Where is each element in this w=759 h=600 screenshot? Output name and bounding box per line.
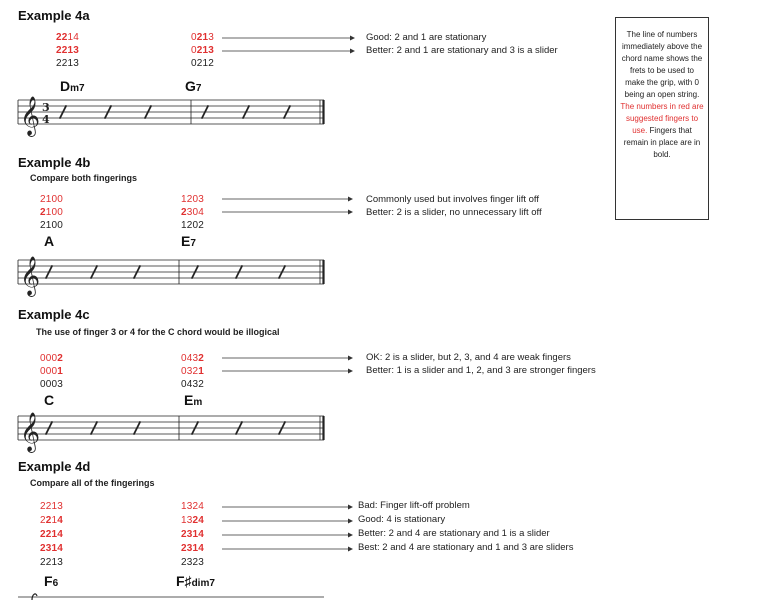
side-note-text-2: Fingers that remain in place are in bold. [623,126,701,159]
description-line: Good: 4 is stationary [358,514,446,525]
treble-clef-icon: 𝄞 [20,412,41,452]
description-line: Best: 2 and 4 are stationary and 1 and 3 are sliders [358,542,574,553]
example-title: Example 4c [18,307,90,322]
example-subtitle: Compare all of the fingerings [30,478,155,488]
fingering-line: 2213 [56,58,80,69]
staff-4c [18,412,330,452]
treble-clef-icon: 𝄞 [20,96,41,136]
staff-4d [18,592,330,600]
fingering-column-1 [40,352,63,391]
example-title: Example 4b [18,155,91,170]
side-note-text-red: The numbers in red are suggested fingers to use. [620,102,704,135]
fingering-line: 2214 [56,32,80,43]
fingering-column-1 [40,193,63,232]
fingering-column-2 [181,352,204,391]
fingering-line: 0432 [181,379,205,390]
fingering-column-2 [191,31,214,70]
fingering-line: 2214 [40,529,64,540]
fingering-line: 2100 [40,220,64,231]
fingering-line: 2213 [40,557,64,568]
fingering-line: 0003 [40,379,64,390]
fingering-line: 0212 [191,58,215,69]
arrows-4a [222,31,357,61]
chord-symbol: Dm7 [60,78,85,94]
time-sig-bottom: 4 [42,113,50,126]
fingering-line: 0213 [191,45,215,56]
fingering-line: 0321 [181,366,205,377]
fingering-line: 1203 [181,194,205,205]
fingering-line: 2100 [40,194,64,205]
chord-symbol: C [44,392,55,408]
arrows-4d [222,500,357,560]
fingering-column-1 [40,500,63,570]
fingering-column-2 [181,500,204,570]
arrows-4b [222,193,357,223]
description-line: Bad: Finger lift-off problem [358,500,470,511]
chord-symbol: Em [184,392,203,408]
fingering-line: 1202 [181,220,205,231]
description-line: Better: 2 and 1 are stationary and 3 is a slider [366,45,558,56]
description-line: Good: 2 and 1 are stationary [366,32,487,43]
fingering-line: 0001 [40,366,64,377]
description-line: OK: 2 is a slider, but 2, 3, and 4 are weak fingers [366,352,571,363]
fingering-line: 2214 [40,515,64,526]
fingering-line: 2100 [40,207,64,218]
fingering-line: 2213 [40,501,64,512]
fingering-line: 2323 [181,557,205,568]
fingering-line: 0002 [40,353,64,364]
fingering-line: 2304 [181,207,205,218]
fingering-line: 1324 [181,501,205,512]
fingering-column-2 [181,193,204,232]
example-title: Example 4a [18,8,90,23]
example-subtitle: Compare both fingerings [30,173,138,183]
fingering-line: 0213 [191,32,215,43]
description-line: Better: 2 and 4 are stationary and 1 is a slider [358,528,550,539]
fingering-line: 2314 [40,543,64,554]
description-line: Better: 1 is a slider and 1, 2, and 3 are stronger fingers [366,365,596,376]
arrows-4c [222,352,357,382]
fingering-line: 2213 [56,45,80,56]
description-line: Commonly used but involves finger lift off [366,194,540,205]
side-note-text-1: The line of numbers immediately above the chord name shows the frets to be used to make the grip, with 0 being an open string. [621,30,703,99]
staff-4b [18,256,330,296]
time-sig-top: 3 [42,101,50,114]
fingering-line: 2314 [181,529,205,540]
chord-symbol: F♯dim7 [176,573,215,589]
treble-clef-icon: 𝄞 [20,256,41,296]
chord-symbol: A [44,233,55,249]
staff-4a [18,96,330,136]
chord-symbol: E7 [181,233,196,249]
example-subtitle: The use of finger 3 or 4 for the C chord would be illogical [36,327,280,337]
description-line: Better: 2 is a slider, no unnecessary lift off [366,207,542,218]
fingering-line: 2314 [181,543,205,554]
chord-symbol: G7 [185,78,202,94]
side-note-box [615,17,709,220]
fingering-column-1 [56,31,79,70]
fingering-line: 1324 [181,515,205,526]
example-title: Example 4d [18,459,91,474]
fingering-line: 0432 [181,353,205,364]
chord-symbol: F6 [44,573,59,589]
